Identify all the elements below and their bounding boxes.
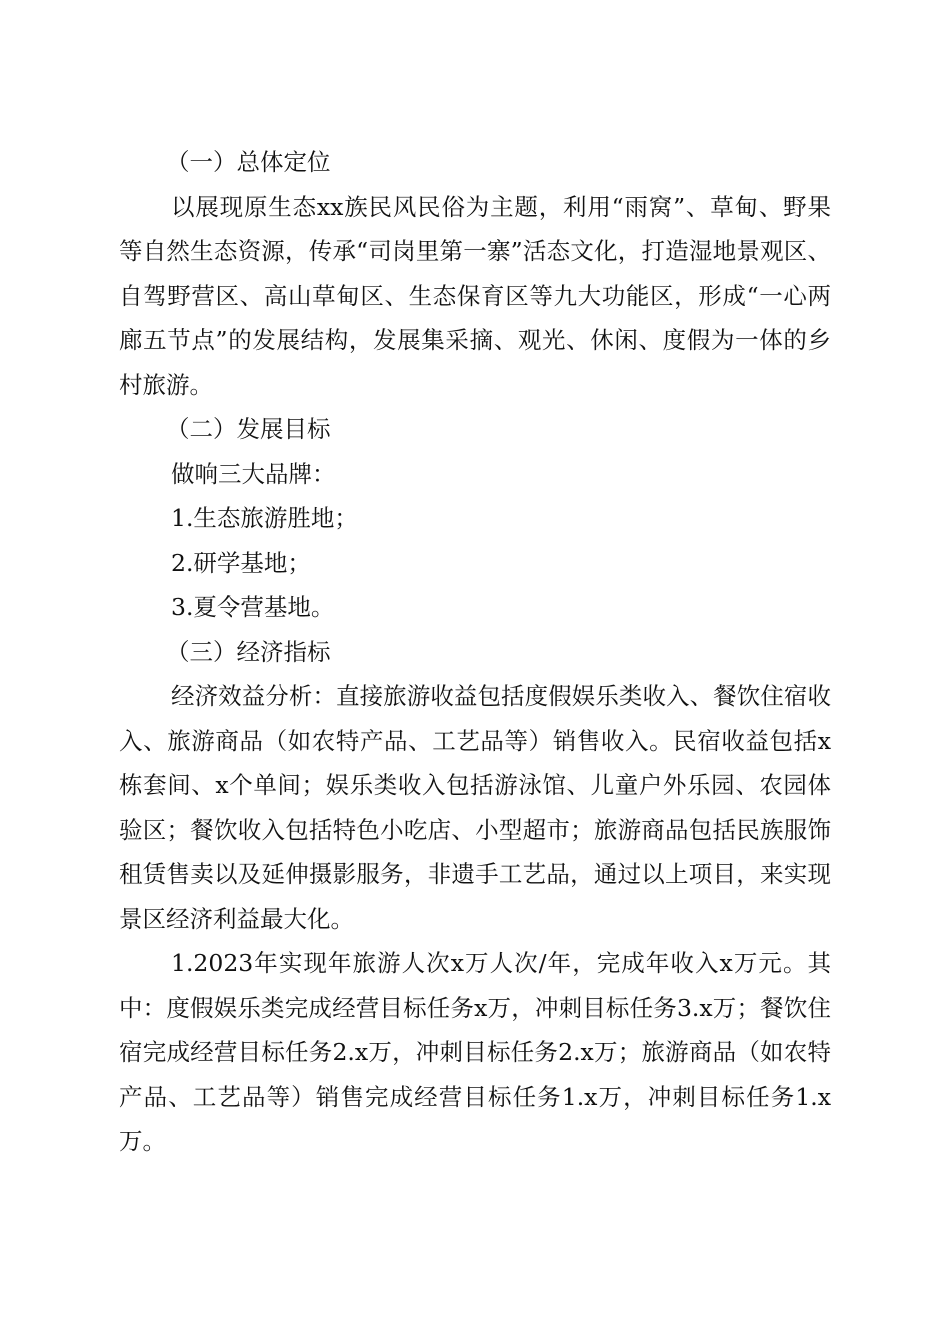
list-item-brand-3: 3.夏令营基地。 (171, 593, 335, 621)
document-body (119, 140, 831, 1164)
list-item-brand-2: 2.研学基地； (171, 548, 311, 577)
section-heading-economic-indicators: （三）经济指标 (166, 637, 331, 666)
paragraph-economic-analysis: 经济效益分析：直接旅游收益包括度假娱乐类收入、餐饮住宿收入、旅游商品（如农特产品、工艺品等）销售收入。民宿收益包括x栋套间、x个单间；娱乐类收入包括游泳馆、儿童户外乐园、农园体验区；餐饮收入包括特色小吃店、小型超市；旅游商品包括民族服饰租赁售卖以及延伸摄影服务，非遗手工艺品，通过以上项目，来实现景区经济利益最大化。 (119, 682, 831, 933)
paragraph-brands-intro: 做响三大品牌： (171, 459, 336, 488)
paragraph-2023-targets: 1.2023年实现年旅游人次x万人次/年，完成年收入x万元。其中：度假娱乐类完成经营目标任务x万，冲刺目标任务3.x万；餐饮住宿完成经营目标任务2.x万，冲刺目标任务2.x万；旅游商品（如农特产品、工艺品等）销售完成经营目标任务1.x万，冲刺目标任务1.x万。 (119, 949, 831, 1155)
section-heading-development-goals: （二）发展目标 (166, 415, 331, 443)
section-heading-overall-positioning: （一）总体定位 (166, 148, 331, 176)
list-item-brand-1: 1.生态旅游胜地； (171, 504, 358, 532)
paragraph-overall-positioning: 以展现原生态xx族民风民俗为主题，利用“雨窝”、草甸、野果等自然生态资源，传承“司岗里第一寨”活态文化，打造湿地景观区、自驾野营区、高山草甸区、生态保育区等九大功能区，形成“一心两廊五节点”的发展结构，发展集采摘、观光、休闲、度假为一体的乡村旅游。 (119, 192, 831, 399)
